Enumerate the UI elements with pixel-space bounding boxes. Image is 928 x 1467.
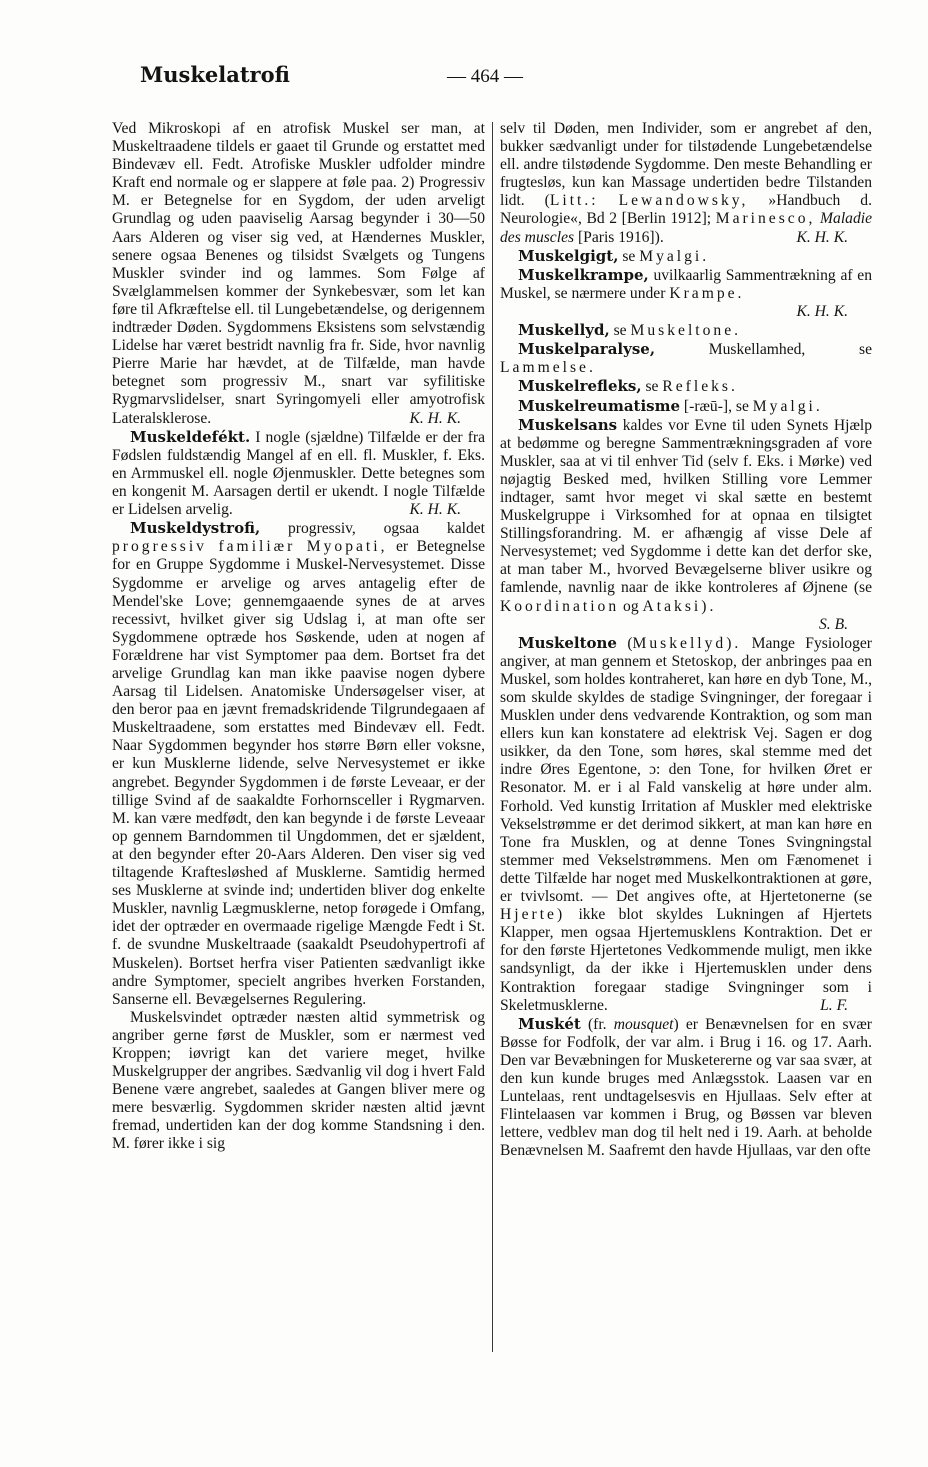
author-signature: K. H. K. (796, 228, 848, 246)
cross-reference: Ataksi). (642, 597, 717, 615)
entry-muskeltone (500, 634, 872, 1015)
right-column (500, 120, 872, 1360)
cross-reference: Lammelse. (500, 359, 596, 377)
entry-text: progressiv, ogsaa kaldet (260, 520, 485, 538)
entry-text: Ved Mikroskopi af en atrofisk Muskel ser man, at Muskeltraadene tildels er gaaet til Grunde og erstattet med Bindevæv ell. Fedt. Atrofiske Muskler udfolder mindre Kraft end normale og er slappere at føle paa. 2) Progressiv M. er Betegnelse for en Sygdom, der uden arveligt Grundlag og uden paaviselig Aarsag begynder i 30—50 Aars Alderen og viser sig ved, at Hændernes Muskler, senere ogsaa Benenes og tilsidst Svælgets og Tungens Muskler svinder ind og lammes. Som Følge af Svælglammelsen kommer der Synkebesvær, som let kan føre til Afkræftelse ell. til Lungebetændelse, og derigennem indtræder Døden. Sygdommens Eksistens som selvstændig Lidelse har været bestridt navnlig fra fr. Side, hvor navnlig Pierre Marie har hævdet, at de Tilfælde, man havde betegnet som progressiv M., snart var syfilitiske Rygmarvslidelser, snart Syringomyeli eller amyotrofisk Lateralsklerose. (112, 120, 485, 427)
headword: Muskeldefékt. (130, 427, 251, 446)
headword: Muskeltone (518, 633, 617, 652)
entry-text: [-ræū-], se (680, 397, 753, 415)
litt-label: Litt.: (549, 192, 599, 210)
entry-text: Mange Fysiologer angiver, at man gennem et Stetoskop, der anbringes paa en Muskel, som holdes kontraheret, kan høre en dyb Tone, M., som skulde skyldes de stadige Svingninger, der foregaar i Musklen under dens vedvarende Kontraktion, og som man ellers kun kan konstatere ad elektrisk Vej. Sagen er dog usikker, da den Tone, som høres, skal stemme med det indre Øres Egentone, ɔ: den Tone, for hvilken Øret er Resonator. M. er i al Fald vanskelig at høre under alm. Forhold. Ved kunstig Irritation af Muskler med elektriske Vekselstrømme er det derimod sikkert, at man kan høre en Tone fra Musklen, og at denne Tones Svingningstal stemmer med Vekselstrømmens. Men om Fænomenet i dette Tilfælde har noget med Muskelkontraktionen at gøre, er tvivlsomt. — Det angives ofte, at Hjertetonerne (se (500, 634, 872, 906)
headword: Muskelrefleks, (518, 377, 642, 396)
author-name: Lewandowsky, (618, 192, 749, 210)
entry-text: I nogle (sjældne) Tilfælde er der fra Fødslen fuldstændig Mangel af en ell. fl. Muskler, f. Eks. en Armmuskel ell. nogle Øjenmuskler. Dette betegnes som en kongenit M. Aarsagen dertil er ukendt. I nogle Tilfælde er Lidelsen arvelig. (112, 428, 485, 519)
book-title: Maladie des muscles (500, 210, 872, 246)
author-signature: K. H. K. (796, 303, 848, 321)
entry-muskelrefleks (500, 377, 872, 396)
cross-reference: Muskeltone. (630, 322, 742, 340)
entry-text: »Handbuch d. Neurologie«, Bd 2 [Berlin 1912]; (500, 192, 872, 228)
entry-text: uvilkaarlig Sammentrækning af en Muskel, se nærmere under (500, 266, 872, 302)
entry-muskelkrampe (500, 266, 872, 303)
entry-text: se (609, 322, 631, 340)
author-name: Marinesco, (715, 210, 816, 228)
entry-muskelparalyse (500, 340, 872, 377)
entry-text: Muskellamhed, se (655, 341, 872, 359)
author-signature: S. B. (818, 615, 848, 633)
entry-muskelsans (500, 416, 872, 616)
cross-reference: Koordination (500, 597, 620, 615)
author-signature: L. F. (820, 996, 848, 1014)
entry-text: se (641, 378, 663, 396)
cross-reference: Myalgi. (639, 247, 710, 265)
entry-text: ( (616, 634, 633, 652)
entry-muskeldystrofi (112, 519, 485, 1009)
cross-reference: Hjerte) (500, 906, 566, 924)
headword: Muskeldystrofi, (130, 519, 261, 538)
entry-text: og (619, 597, 643, 615)
running-title: Muskelatrofi (140, 62, 290, 87)
left-column (112, 120, 485, 1360)
author-signature: K. H. K. (409, 409, 461, 427)
entry-continuation (112, 120, 485, 428)
author-signature: K. H. K. (409, 501, 461, 519)
entry-text: [Paris 1916]). (574, 228, 664, 246)
headword: Muskelkrampe, (518, 265, 649, 284)
cross-reference: Myalgi. (752, 397, 823, 415)
headword: Muskelparalyse, (518, 340, 656, 359)
headword: Muskelsans (518, 415, 618, 434)
entry-text: ) er Benævnelsen for en svær Bøsse for Fodfolk, der var alm. i Brug i 16. og 17. Aarh. Den var Bevæbningen for Musketererne og var saa svær, at den kun kunde bruges med Anlægsstok. Laasen var en Luntelaas, rent undtagelsesvis en Hjullaas. Selv efter at Flintelaasen var kommen i Brug, og Bøssen var bleven lettere, vedblev man dog til helt ned i 19. Aarh. at beholde Benævnelsen M. Saafremt den havde Hjullaas, var den ofte (500, 1015, 872, 1160)
headword: Muskét (518, 1014, 581, 1033)
entry-continuation (500, 120, 872, 247)
entry-text: selv til Døden, men Individer, som er angrebet af den, bukker sædvanligt under for tilstødende Lungebetændelse ell. andre tilstødende Sygdomme. Den meste Behandling er frugtesløs, kun kan Massage undertiden bedre Tilstanden lidt. ( (500, 120, 872, 210)
entry-paragraph (112, 1009, 485, 1154)
headword: Muskellyd, (518, 321, 610, 340)
cross-reference: Refleks. (662, 378, 738, 396)
spaced-term: progressiv familiær Myopati, (112, 538, 388, 556)
cross-reference: Krampe. (669, 284, 745, 302)
cross-reference: Muskellyd). (632, 634, 742, 652)
entry-muskelreumatisme (500, 397, 872, 416)
entry-text: (fr. (580, 1015, 614, 1033)
entry-text: se (618, 247, 640, 265)
entry-muskelgigt (500, 247, 872, 266)
headword: Muskelgigt, (518, 246, 619, 265)
foreign-term: mousquet (613, 1015, 674, 1033)
entry-text: er Betegnelse for en Gruppe Sygdomme i Muskel-Nervesystemet. Disse Sygdomme er arvelige og arves antagelig efter de Mendel'ske Love; gennemgaaende synes de at arves recessivt, hvilket giver sig Udslag i, at man ofte ser Sygdommene optræde hos Søskende, uden at nogen af Forældrene har vist Symptomer paa dem. Bortset fra det arvelige Grundlag kan man ikke paavise nogen dybere Aarsag til Lidelsen. Anatomiske Undersøgelser viser, at den beror paa en jævnt fremadskridende Tilgrundegaaen af Muskeltraadene, som erstattes med Bindevæv ell. Fedt. Naar Sygdommen begynder hos større Børn eller voksne, er kun Musklerne lidende, selve Nervesystemet er ikke angrebet. Begynder Sygdommen i de første Leveaar, er der tillige Svind af de saakaldte Forhornsceller i Rygmarven. M. kan være medfødt, den kan begynde i de første Leveaar op gennem Barndommen til Ungdommen, det er sjældent, at den begynder efter 20-Aars Alderen. Den viser sig ved tiltagende Kraftesløshed af Musklerne. Samtidig hermed ses Musklerne at svinde ind; undertiden bliver dog enkelte Muskler, navnlig Lægmusklerne, netop forøgede i Omfang, idet der optræder en overmaade rigelige Mængde Fedt i St. f. de svundne Muskeltraade (saakaldt Pseudohypertrofi af Muskelen). Bortset herfra viser Patienten sædvanligt ikke andre Symptomer, specielt angribes hverken Forstanden, Sanserne ell. Bevægelsernes Regulering. (112, 538, 485, 1008)
entry-text: kaldes vor Evne til uden Synets Hjælp at bedømme og beregne Sammentrækningsgraden af vore Muskler, saa at vi til enhver Tid (selv f. Eks. i Mørke) ved nøjagtig Besked med, hvilken Stilling vore Lemmer indtager, samt hvor meget vi skal sætte en bestemt Muskelgruppe i Virksomhed for at opnaa en tilsigtet Stillingsforandring. M. er afhængig af visse Dele af Nervesystemet; ved Sygdomme i dette kan det derfor ske, at man taber M., hvorved Bevægelserne bliver usikre og famlende, navnlig naar de ikke kontroleres af Øjnene (se (500, 416, 872, 597)
entry-musket (500, 1015, 872, 1161)
entry-text: ikke blot skyldes Lukningen af Hjertets Klapper, men ogsaa Hjertemusklens Kontraktion. Det er for den første Hjertetones Vedkommende muligt, men ikke sandsynligt, da der ikke i Hjertemusklen under dens Kontraktion foregaar stadige Svingninger som i Skeletmusklerne. (500, 906, 872, 1014)
entry-text (599, 192, 619, 209)
column-divider (492, 122, 493, 1352)
page-number: — 464 — (447, 66, 523, 87)
headword: Muskelreumatisme (518, 396, 681, 415)
entry-muskellyd (500, 321, 872, 340)
entry-text: Muskelsvindet optræder næsten altid symmetrisk og angriber gerne først de Muskler, som er nærmest ved Kroppen; iøvrigt kan det variere meget, hvilke Muskelgrupper der angribes. Sædvanlig vil dog i hvert Fald Benene være angrebet, saaledes at Gangen bliver mere og mere besværlig. Sygdommen skrider næsten altid jævnt fremad, undertiden kan der dog komme Standsning i den. M. fører ikke i sig (112, 1008, 485, 1153)
